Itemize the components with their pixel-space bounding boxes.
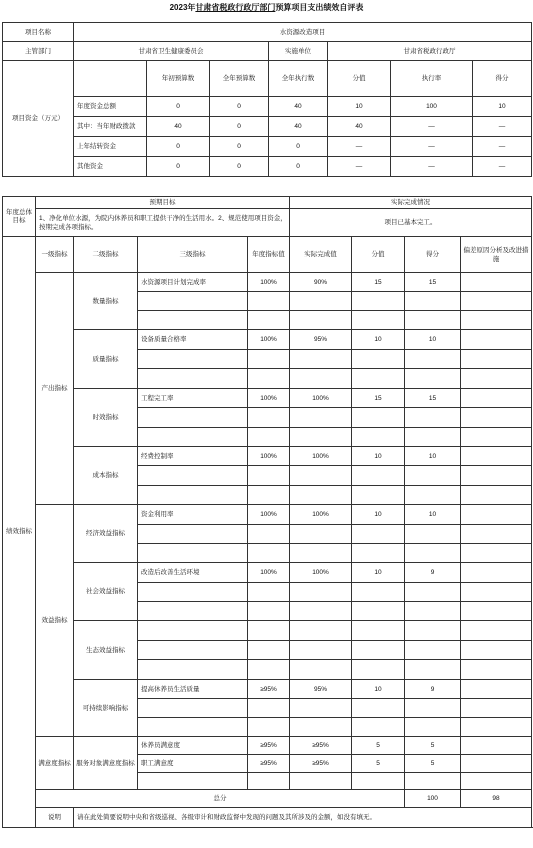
funds-cell: 0	[269, 137, 328, 157]
funds-col-3: 分值	[328, 61, 391, 97]
indicator-name: 改造后改善生活环境	[138, 563, 248, 583]
indicator-name: 职工满意度	[138, 755, 248, 773]
funds-cell: 40	[328, 117, 391, 137]
funds-cell: —	[328, 157, 391, 177]
header-funds-table	[2, 22, 532, 177]
indicator-reason	[461, 755, 532, 773]
header-score-value: 分值	[352, 237, 405, 273]
form-title	[0, 2, 533, 14]
project-name-label: 项目名称	[3, 23, 74, 42]
indicator-name	[138, 621, 248, 641]
funds-cell: —	[473, 137, 532, 157]
actual-completion-text: 项目已基本完工。	[290, 209, 532, 237]
expected-goal-header: 预期目标	[36, 197, 290, 209]
header-level3: 三级指标	[138, 237, 248, 273]
notes-label: 说明	[36, 808, 74, 828]
effect-group-label: 生态效益指标	[74, 621, 138, 680]
output-group-label: 成本指标	[74, 447, 138, 505]
indicator-reason	[461, 330, 532, 350]
effect-group-label: 社会效益指标	[74, 563, 138, 621]
indicator-annual: 100%	[248, 563, 290, 583]
expected-goal-text: 1、净化单位水源，为院内休养员和职工提供干净的生活用水。2、规范使用项目资金，按期完成各项指标。	[36, 209, 290, 237]
indicator-actual: 90%	[290, 273, 352, 292]
indicator-actual: ≥95%	[290, 737, 352, 755]
annual-goal-label: 年度总体目标	[3, 197, 36, 237]
indicator-reason	[461, 621, 532, 641]
indicator-actual: 100%	[290, 447, 352, 466]
funds-cell: 0	[147, 137, 210, 157]
indicator-annual: ≥95%	[248, 737, 290, 755]
funds-row	[3, 97, 532, 117]
funds-cell: 10	[473, 97, 532, 117]
effect-group-label: 经济效益指标	[74, 505, 138, 563]
indicator-value: 10	[352, 680, 405, 699]
notes-text: 请在此处简要说明中央和省级巡视、各级审计和财政监督中发现的问题及其所涉及的金额，如没有填无。	[74, 808, 532, 828]
perf-indicators-label: 绩效指标	[3, 237, 36, 828]
funds-cell: 0	[210, 137, 269, 157]
indicator-name: 水资源项目计划完成率	[138, 273, 248, 292]
header-reason: 偏差原因分析及改进措施	[461, 237, 532, 273]
impl-unit-label: 实施单位	[269, 42, 328, 61]
indicator-actual: 100%	[290, 389, 352, 408]
indicator-name: 休养员满意度	[138, 737, 248, 755]
funds-cell: 0	[210, 97, 269, 117]
effect-indicators-label: 效益指标	[36, 505, 74, 737]
indicator-score: 5	[405, 755, 461, 773]
funds-row	[3, 117, 532, 137]
indicator-value	[352, 621, 405, 641]
indicator-annual: 100%	[248, 389, 290, 408]
funds-cell: —	[328, 137, 391, 157]
notes-row	[3, 808, 532, 828]
header-annual: 年度指标值	[248, 237, 290, 273]
indicator-row	[3, 680, 532, 699]
actual-completion-header: 实际完成情况	[290, 197, 532, 209]
funds-col-5: 得分	[473, 61, 532, 97]
indicator-actual: 95%	[290, 680, 352, 699]
indicator-score	[405, 621, 461, 641]
indicator-score: 10	[405, 505, 461, 525]
funds-row-label: 年度资金总额	[74, 97, 147, 117]
effect-group-label: 可持续影响指标	[74, 680, 138, 737]
indicator-value: 15	[352, 389, 405, 408]
indicator-actual: 95%	[290, 330, 352, 350]
indicator-name: 资金利用率	[138, 505, 248, 525]
funds-cell: 0	[147, 97, 210, 117]
header-level1: 一级指标	[36, 237, 74, 273]
funds-cell: 0	[269, 157, 328, 177]
funds-row	[3, 157, 532, 177]
funds-cell: 0	[210, 157, 269, 177]
funds-cell: 10	[328, 97, 391, 117]
indicator-annual: ≥95%	[248, 755, 290, 773]
output-group-label: 时效指标	[74, 389, 138, 447]
funds-col-0: 年初预算数	[147, 61, 210, 97]
funds-col-4: 执行率	[391, 61, 473, 97]
title-dept: 部门	[259, 3, 276, 12]
indicator-score: 10	[405, 330, 461, 350]
output-group-label: 数量指标	[74, 273, 138, 330]
funds-col-2: 全年执行数	[269, 61, 328, 97]
indicator-value: 10	[352, 505, 405, 525]
title-suffix: 预算项目支出绩效自评表	[275, 3, 364, 12]
funds-cell: 100	[391, 97, 473, 117]
indicator-score: 9	[405, 680, 461, 699]
total-score: 98	[461, 790, 532, 808]
indicator-annual: ≥95%	[248, 680, 290, 699]
indicator-value: 10	[352, 447, 405, 466]
indicator-score: 5	[405, 737, 461, 755]
indicator-row	[3, 505, 532, 525]
funds-cell: —	[473, 117, 532, 137]
indicator-row	[3, 447, 532, 466]
project-name-value: 水资源改造项目	[74, 23, 532, 42]
funds-row-label: 其中：当年财政拨款	[74, 117, 147, 137]
indicator-actual: ≥95%	[290, 755, 352, 773]
funds-row	[3, 137, 532, 157]
indicator-annual: 100%	[248, 330, 290, 350]
funds-cell: 0	[210, 117, 269, 137]
dept-label: 主管部门	[3, 42, 74, 61]
indicator-annual	[248, 621, 290, 641]
funds-corner	[74, 61, 147, 97]
indicators-table	[2, 196, 532, 828]
funds-row-label: 上年结转资金	[74, 137, 147, 157]
indicator-row	[3, 621, 532, 641]
header-actual: 实际完成值	[290, 237, 352, 273]
indicator-value: 10	[352, 330, 405, 350]
indicator-reason	[461, 505, 532, 525]
funds-cell: —	[391, 157, 473, 177]
indicator-score: 10	[405, 447, 461, 466]
funds-col-1: 全年预算数	[210, 61, 269, 97]
output-group-label: 质量指标	[74, 330, 138, 389]
indicator-reason	[461, 389, 532, 408]
indicator-score: 15	[405, 389, 461, 408]
output-indicators-label: 产出指标	[36, 273, 74, 505]
indicator-score: 15	[405, 273, 461, 292]
funds-row-label: 其他资金	[74, 157, 147, 177]
indicator-row	[3, 330, 532, 350]
indicator-row	[3, 273, 532, 292]
funds-cell: 40	[147, 117, 210, 137]
indicator-reason	[461, 273, 532, 292]
funds-cell: —	[473, 157, 532, 177]
indicator-name: 设备质量合格率	[138, 330, 248, 350]
indicator-actual: 100%	[290, 505, 352, 525]
satisfaction-indicators-label: 满意度指标	[36, 737, 74, 790]
funds-cell: —	[391, 137, 473, 157]
indicator-row	[3, 389, 532, 408]
indicator-reason	[461, 680, 532, 699]
indicator-annual: 100%	[248, 447, 290, 466]
header-score: 得分	[405, 237, 461, 273]
funds-cell: 40	[269, 117, 328, 137]
indicator-score: 9	[405, 563, 461, 583]
indicator-name: 提高休养员生活质量	[138, 680, 248, 699]
total-row	[3, 790, 532, 808]
title-year: 2023年	[169, 3, 196, 12]
dept-value: 甘肃省卫生健康委员会	[74, 42, 269, 61]
total-label: 总分	[36, 790, 405, 808]
total-value: 100	[405, 790, 461, 808]
indicator-value: 15	[352, 273, 405, 292]
impl-unit-value: 甘肃省税政行政厅	[328, 42, 532, 61]
indicator-value: 5	[352, 737, 405, 755]
indicator-value: 10	[352, 563, 405, 583]
indicator-annual: 100%	[248, 505, 290, 525]
indicator-reason	[461, 447, 532, 466]
indicator-annual: 100%	[248, 273, 290, 292]
indicator-row	[3, 737, 532, 755]
satisfaction-group-label: 服务对象满意度指标	[74, 737, 138, 790]
indicator-value: 5	[352, 755, 405, 773]
indicator-actual: 100%	[290, 563, 352, 583]
indicator-name: 经费控制率	[138, 447, 248, 466]
funds-cell: —	[391, 117, 473, 137]
indicator-reason	[461, 737, 532, 755]
indicator-actual	[290, 621, 352, 641]
indicator-name: 工程完工率	[138, 389, 248, 408]
indicator-row	[3, 563, 532, 583]
header-level2: 二级指标	[74, 237, 138, 273]
funds-cell: 0	[147, 157, 210, 177]
indicator-reason	[461, 563, 532, 583]
title-province: 甘肃省税政行政厅	[195, 3, 260, 12]
funds-cell: 40	[269, 97, 328, 117]
funds-label: 项目资金（万元）	[3, 61, 74, 177]
